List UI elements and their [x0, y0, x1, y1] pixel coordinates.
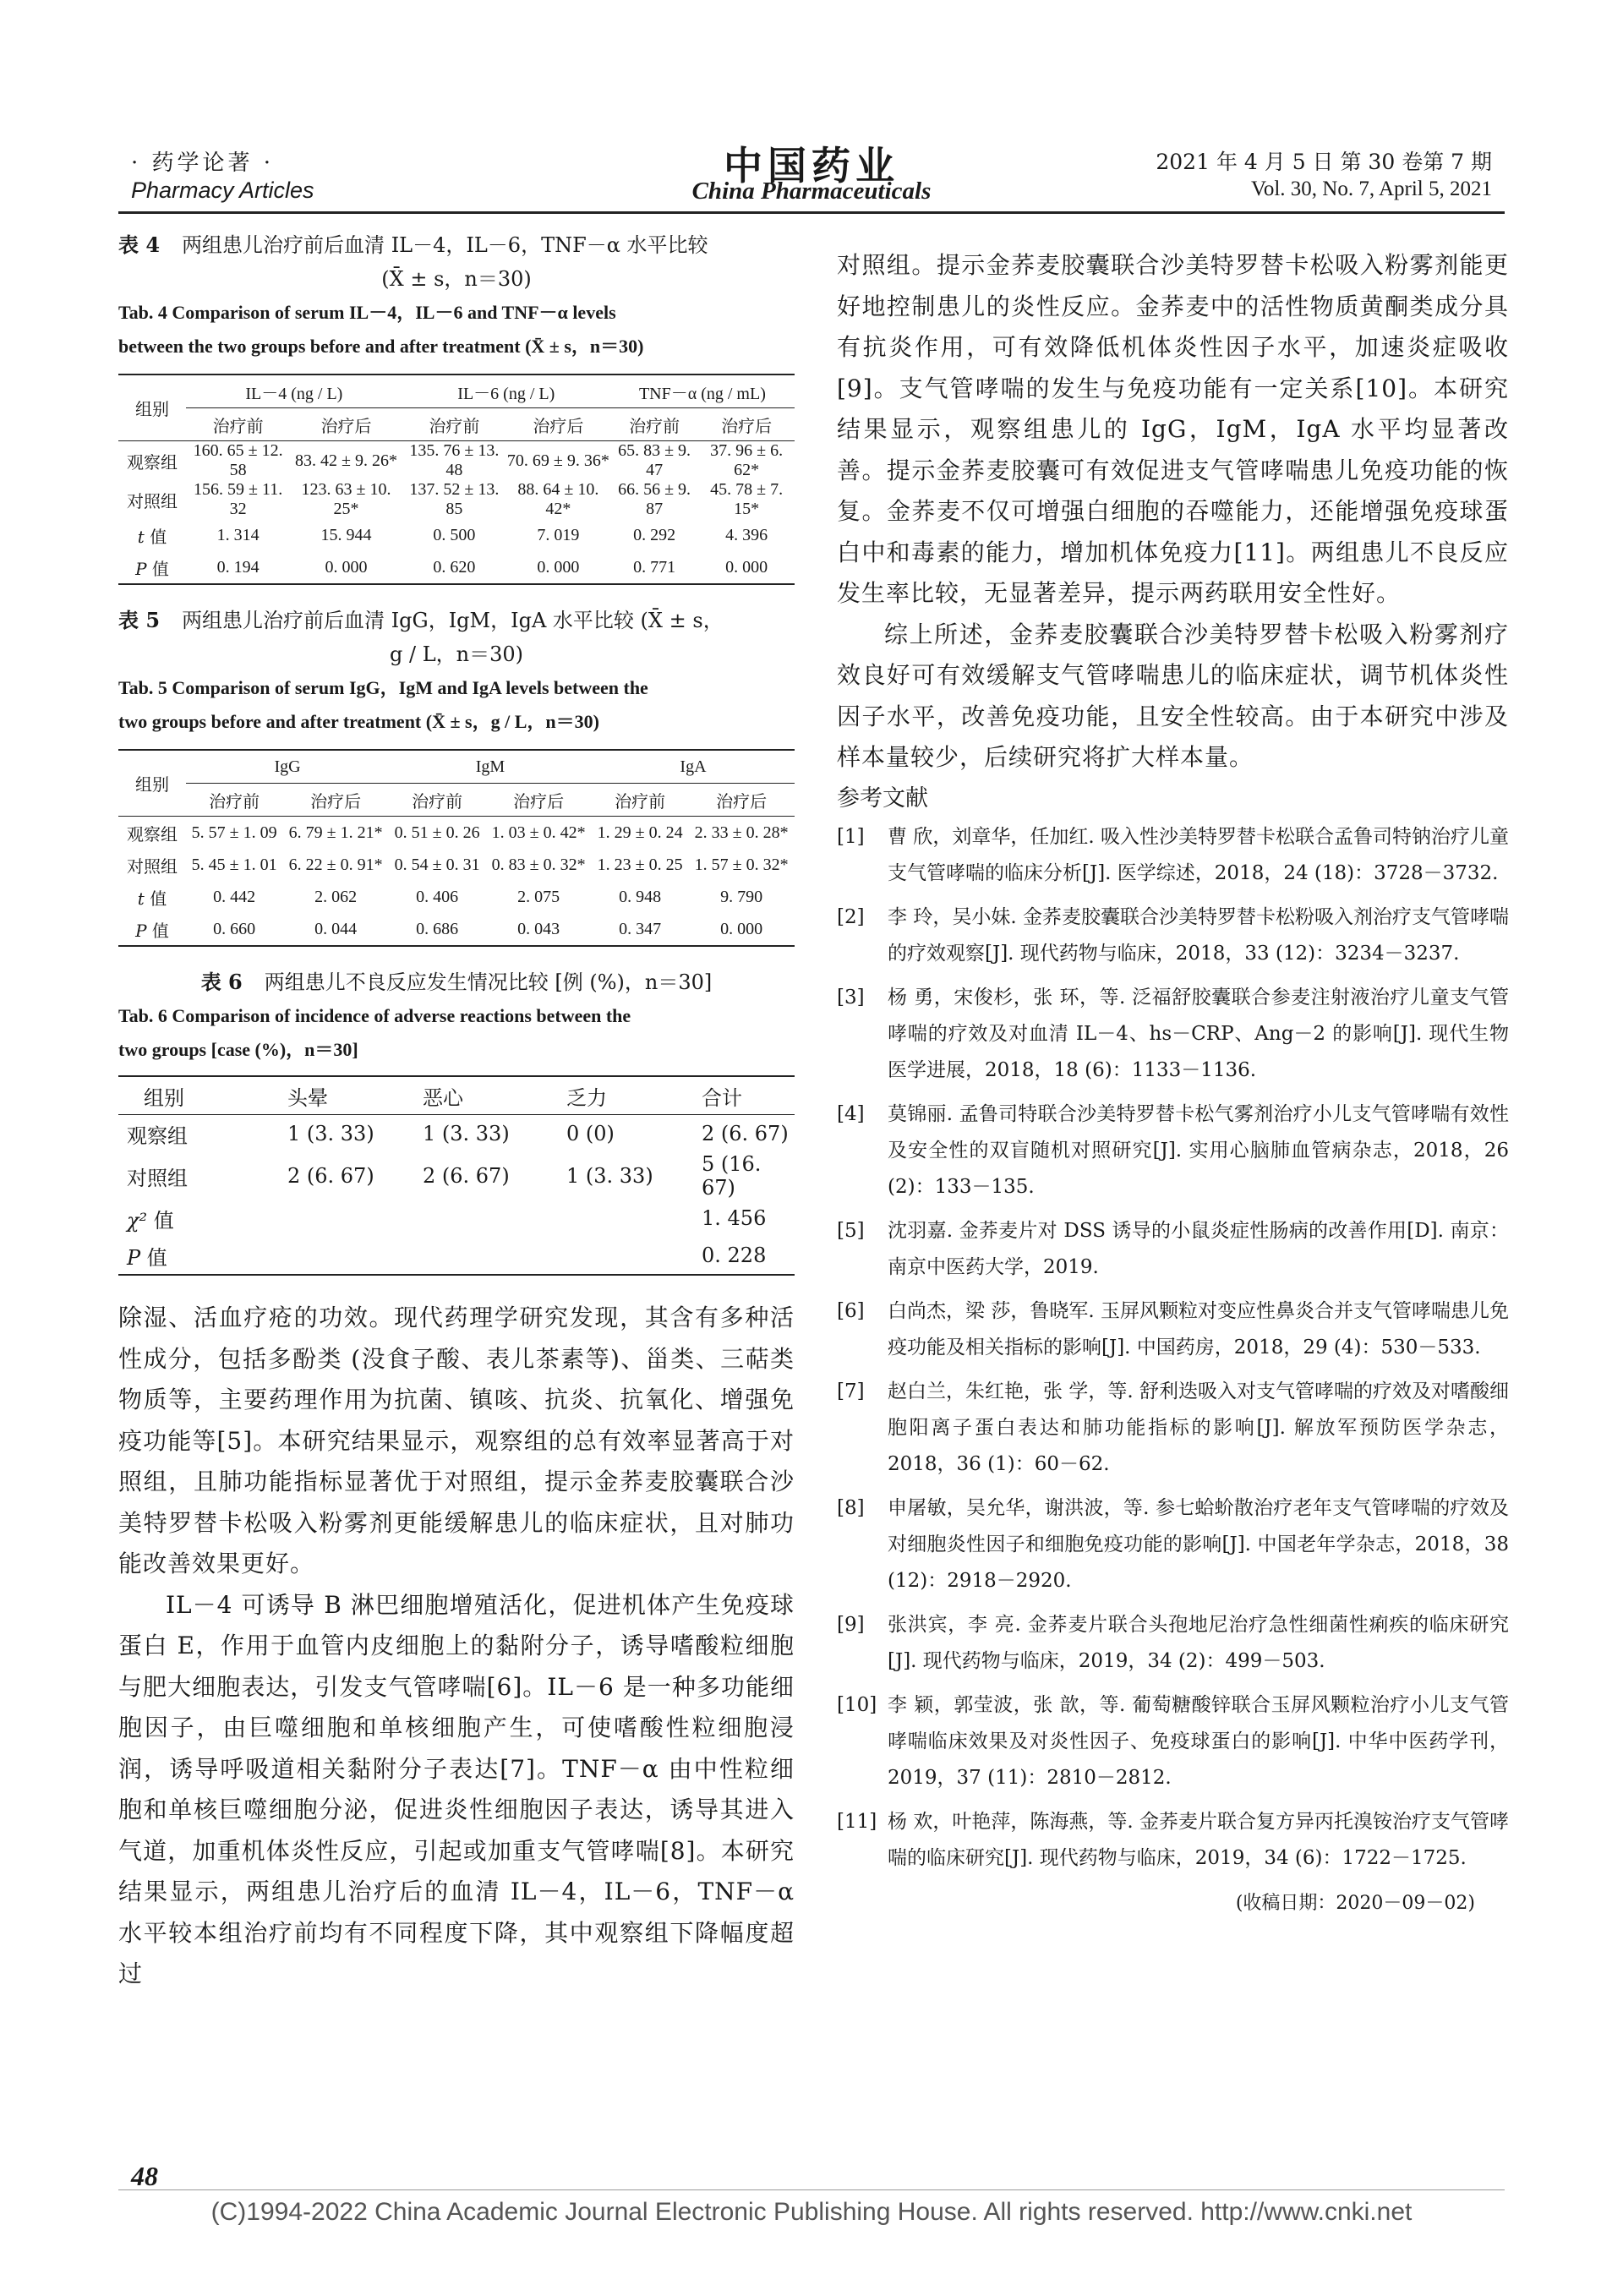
- reference-text: 沈羽嘉. 金荞麦片对 DSS 诱导的小鼠炎症性肠病的改善作用[D]. 南京：南京中医药大学，2019.: [888, 1219, 1509, 1278]
- reference-text: 莫锦丽. 孟鲁司特联合沙美特罗替卡松气雾剂治疗小儿支气管哮喘有效性及安全性的双盲随机对照研究[J]. 实用心脑肺血管病杂志，2018，26 (2)：133－135.: [888, 1102, 1509, 1198]
- table6-cell: [287, 1200, 423, 1237]
- stat-suffix: 值: [146, 558, 169, 579]
- footer-rule: [118, 2189, 1505, 2190]
- table6-title-cn: 两组患儿不良反应发生情况比较 [例 (%)，n＝30]: [264, 970, 713, 994]
- table4-cell: 0. 194: [186, 551, 290, 584]
- reference-number: [1]: [837, 825, 865, 848]
- table5-header-group: 组别: [118, 750, 186, 817]
- stat-symbol: t: [137, 526, 145, 547]
- table6-header: 合计: [702, 1076, 795, 1115]
- copyright-footer: (C)1994-2022 China Academic Journal Electronic Publishing House. All rights reserved. http://www.cnki.net: [210, 2198, 1413, 2226]
- reference-text: 杨 欢，叶艳萍，陈海燕，等. 金荞麦片联合复方异丙托溴铵治疗支气管哮喘的临床研究[J]. 现代药物与临床，2019，34 (6)：1722－1725.: [888, 1810, 1509, 1869]
- table-row: [118, 551, 795, 584]
- table5-cell: 0. 044: [282, 913, 389, 946]
- table5-sub: 治疗前: [592, 784, 688, 817]
- table5-cell: 0. 660: [186, 913, 282, 946]
- issue-date-cn: 2021 年 4 月 5 日 第 30 卷第 7 期: [1156, 150, 1492, 174]
- reference-text: 李 颖，郭莹波，张 歆，等. 葡萄糖酸锌联合玉屏风颗粒治疗小儿支气管哮喘临床效果及对炎性因子、免疫球蛋白的影响[J]. 中华中医药学刊，2019，37 (11)：2810－2812.: [888, 1693, 1509, 1789]
- table6-cell: 2 (6. 67): [423, 1164, 510, 1188]
- table-row: [118, 881, 795, 913]
- table4: [118, 374, 795, 585]
- reference-text: 杨 勇，宋俊杉，张 环，等. 泛福舒胶囊联合参麦注射液治疗儿童支气管哮喘的疗效及对血清 IL－4、hs－CRP、Ang－2 的影响[J]. 现代生物医学进展，2018，18 (6)：1133－1136.: [888, 986, 1509, 1081]
- table5-cell: 1. 03 ± 0. 42*: [491, 823, 586, 842]
- reference-number: [7]: [837, 1380, 865, 1402]
- section-label-cn: · 药学论著 ·: [131, 150, 275, 176]
- table5-sub: 治疗前: [186, 784, 282, 817]
- table6-header: 组别: [118, 1076, 287, 1115]
- table4-cell: 0. 000: [698, 551, 795, 584]
- table4-cell: 135. 76 ± 13. 48: [409, 441, 500, 479]
- table6-cell: 0. 228: [702, 1237, 795, 1275]
- reference-number: [9]: [837, 1613, 865, 1636]
- table6-header: 头晕: [287, 1076, 423, 1115]
- table6-cell: [566, 1200, 702, 1237]
- table-row: [118, 441, 795, 481]
- table4-header-tnf: TNF－α (ng / mL): [610, 374, 795, 408]
- table5-cell: 0. 83 ± 0. 32*: [491, 855, 586, 874]
- table5-cell: 0. 54 ± 0. 31: [394, 855, 480, 874]
- table4-cell: 0. 771: [610, 551, 698, 584]
- table5-cell: 0. 347: [592, 913, 688, 946]
- stat-symbol: t: [137, 888, 145, 909]
- table5-cell: 1. 57 ± 0. 32*: [694, 855, 789, 874]
- table5-cell: 2. 062: [314, 887, 358, 906]
- reference-text: 张洪宾，李 亮. 金荞麦片联合头孢地尼治疗急性细菌性痢疾的临床研究[J]. 现代药物与临床，2019，34 (2)：499－503.: [888, 1613, 1509, 1672]
- table6-title-en-2: two groups [case (%)，n＝30]: [118, 1039, 358, 1060]
- table6-row-label: 对照组: [127, 1166, 188, 1190]
- table-row: [118, 1115, 795, 1153]
- reference-item: [837, 1687, 1509, 1796]
- journal-title-cn: 中国药业: [724, 143, 899, 189]
- table6-row-label: 观察组: [127, 1123, 188, 1148]
- table5-title-en-1: Tab. 5 Comparison of serum IgG，IgM and IgA levels between the: [118, 677, 648, 698]
- reference-number: [2]: [837, 905, 865, 928]
- table4-row-label: [118, 519, 186, 551]
- stat-suffix: 值: [147, 1208, 174, 1233]
- reference-item: [837, 1374, 1509, 1483]
- table5-cell: 0. 043: [485, 913, 592, 946]
- table4-cell: 137. 52 ± 13. 85: [409, 480, 500, 518]
- table4-cell: 88. 64 ± 10. 42*: [517, 480, 599, 518]
- table6-cell: 2 (6. 67): [287, 1164, 374, 1188]
- table4-title-en-1: Tab. 4 Comparison of serum IL－4，IL－6 and TNF－α levels: [118, 302, 616, 323]
- reference-text: 曹 欣，刘章华，任加红. 吸入性沙美特罗替卡松联合孟鲁司特钠治疗儿童支气管哮喘的临床分析[J]. 医学综述，2018，24 (18)：3728－3732.: [888, 825, 1509, 884]
- table4-label: 表 4: [118, 232, 161, 257]
- table5-sub: 治疗前: [389, 784, 485, 817]
- table4-sub: 治疗前: [402, 408, 506, 441]
- table5-cell: 6. 22 ± 0. 91*: [288, 855, 383, 874]
- table4-header-il6: IL－6 (ng / L): [402, 374, 610, 408]
- table5-label: 表 5: [118, 608, 161, 632]
- stat-suffix: 值: [146, 920, 169, 941]
- table-row: [118, 817, 795, 850]
- table6-title-en-1: Tab. 6 Comparison of incidence of adverse reactions between the: [118, 1005, 631, 1026]
- table4-cell: 7. 019: [537, 525, 580, 544]
- table-row: [118, 480, 795, 519]
- table4-cell: 45. 78 ± 7. 15*: [710, 480, 784, 518]
- table5-cell: 5. 45 ± 1. 01: [191, 855, 277, 874]
- table4-row-label: 观察组: [127, 451, 178, 473]
- table4-sub: 治疗后: [698, 408, 795, 441]
- table6-cell: [566, 1237, 702, 1275]
- table-row: [118, 1152, 795, 1200]
- table5-cell: 0. 948: [619, 887, 662, 906]
- page-number: 48: [131, 2161, 158, 2191]
- body-paragraph-right-2: 综上所述，金荞麦胶囊联合沙美特罗替卡松吸入粉雾剂疗效良好可有效缓解支气管哮喘患儿的临床症状，调节机体炎性因子水平，改善免疫功能，且安全性较高。由于本研究中涉及样本量较少，后续研究将扩大样本量。: [837, 620, 1509, 771]
- table6-cell: 5 (16. 67): [702, 1152, 762, 1200]
- table5-cell: 6. 79 ± 1. 21*: [288, 823, 383, 842]
- reference-number: [5]: [837, 1219, 865, 1242]
- stat-suffix: 值: [144, 888, 167, 909]
- table-row: [118, 1237, 795, 1275]
- table4-sub: 治疗后: [290, 408, 402, 441]
- table4-sub: 治疗前: [186, 408, 290, 441]
- table5-cell: 2. 075: [517, 887, 560, 906]
- table6-cell: 1. 456: [702, 1206, 767, 1230]
- table6-cell: [423, 1200, 566, 1237]
- body-paragraph-left-2: IL－4 可诱导 B 淋巴细胞增殖活化，促进机体产生免疫球蛋白 E，作用于血管内皮细胞上的黏附分子，诱导嗜酸粒细胞与肥大细胞表达，引发支气管哮喘[6]。IL－6 是一种多功能细胞因子，由巨噬细胞和单核细胞产生，可使嗜酸性粒细胞浸润，诱导呼吸道相关黏附分子表达[7]。TNF－α 由中性粒细胞和单核巨噬细胞分泌，促进炎性细胞因子表达，诱导其进入气道，加重机体炎性反应，引起或加重支气管哮喘[8]。本研究结果显示，两组患儿治疗后的血清 IL－4，IL－6，TNF－α 水平较本组治疗前均有不同程度下降，其中观察组下降幅度超过: [118, 1590, 795, 1987]
- table4-cell: 66. 56 ± 9. 87: [618, 480, 691, 518]
- table4-title-en-2: between the two groups before and after treatment (X̄ ± s，n＝30): [118, 336, 644, 357]
- table4-cell: 0. 620: [402, 551, 506, 584]
- table5-caption: [118, 604, 795, 739]
- table5-title-en-2: two groups before and after treatment (X̄ ± s，g / L，n＝30): [118, 711, 599, 732]
- table4-cell: 0. 000: [290, 551, 402, 584]
- table5-header-iga: IgA: [592, 750, 795, 784]
- table5-row-label: [118, 913, 186, 946]
- reference-item: [837, 1213, 1509, 1286]
- table6-cell: [423, 1237, 566, 1275]
- table4-cell: 83. 42 ± 9. 26*: [295, 451, 397, 470]
- table4-cell: 4. 396: [725, 525, 768, 544]
- table5-row-label: [118, 881, 186, 913]
- stat-suffix: 值: [140, 1245, 167, 1270]
- table6-cell: [287, 1237, 423, 1275]
- page-header: [0, 0, 1623, 211]
- table4-header-il4: IL－4 (ng / L): [186, 374, 402, 408]
- reference-item: [837, 1096, 1509, 1205]
- table6-header: 乏力: [566, 1076, 702, 1115]
- table4-caption: [118, 228, 795, 364]
- stat-symbol: P: [135, 920, 147, 941]
- table4-cell: 1. 314: [216, 525, 260, 544]
- reference-text: 李 玲，吴小妹. 金荞麦胶囊联合沙美特罗替卡松粉吸入剂治疗支气管哮喘的疗效观察[J]. 现代药物与临床，2018，33 (12)：3234－3237.: [888, 905, 1509, 965]
- reference-item: [837, 899, 1509, 972]
- table-row: [118, 849, 795, 881]
- table4-cell: 15. 944: [320, 525, 372, 544]
- section-label-en: Pharmacy Articles: [131, 178, 314, 203]
- table-row: [118, 913, 795, 946]
- table5-cell: 1. 29 ± 0. 24: [597, 823, 683, 842]
- table4-cell: 65. 83 ± 9. 47: [618, 441, 691, 479]
- table4-header-group: 组别: [118, 374, 186, 441]
- stat-suffix: 值: [144, 526, 167, 547]
- table-row: [118, 1200, 795, 1237]
- reference-text: 白尚杰，梁 莎，鲁晓军. 玉屏风颗粒对变应性鼻炎合并支气管哮喘患儿免疫功能及相关指标的影响[J]. 中国药房，2018，29 (4)：530－533.: [888, 1299, 1509, 1358]
- table4-cell: 156. 59 ± 11. 32: [194, 480, 283, 518]
- table5-sub: 治疗后: [282, 784, 389, 817]
- table4-cell: 70. 69 ± 9. 36*: [506, 451, 609, 470]
- table4-sub: 治疗后: [506, 408, 610, 441]
- table-row: [118, 519, 795, 551]
- stat-symbol: P: [127, 1245, 141, 1270]
- table6-caption: [118, 965, 795, 1067]
- table6-cell: 0 (0): [566, 1122, 615, 1145]
- table5: [118, 749, 795, 947]
- reference-number: [8]: [837, 1496, 865, 1519]
- table6-header: 恶心: [423, 1076, 566, 1115]
- table5-cell: 0. 406: [416, 887, 459, 906]
- references-title: 参考文献: [837, 784, 928, 812]
- table5-title-cn-2: g / L，n＝30): [389, 642, 523, 666]
- reference-item: [837, 1607, 1509, 1680]
- body-paragraph-left-1: 除湿、活血疗疮的功效。现代药理学研究发现，其含有多种活性成分，包括多酚类 (没食子酸、表儿茶素等)、甾类、三萜类物质等，主要药理作用为抗菌、镇咳、抗炎、抗氧化、增强免疫功能等[5]。本研究结果显示，观察组的总有效率显著高于对照组，且肺功能指标显著优于对照组，提示金荞麦胶囊联合沙美特罗替卡松吸入粉雾剂更能缓解患儿的临床症状，且对肺功能改善效果更好。: [118, 1304, 795, 1577]
- table6-row-label: [118, 1200, 287, 1237]
- table4-title-cn-2: (X̄ ± s，n＝30): [381, 267, 532, 291]
- table4-cell: 0. 000: [506, 551, 610, 584]
- body-paragraph-right-1: 对照组。提示金荞麦胶囊联合沙美特罗替卡松吸入粉雾剂能更好地控制患儿的炎性反应。金荞麦中的活性物质黄酮类成分具有抗炎作用，可有效降低机体炎性因子水平，加速炎症吸收[9]。支气管哮喘的发生与免疫功能有一定关系[10]。本研究结果显示，观察组患儿的 IgG，IgM，IgA 水平均显著改善。提示金荞麦胶囊可有效促进支气管哮喘患儿免疫功能的恢复。金荞麦不仅可增强白细胞的吞噬能力，还能增强免疫球蛋白中和毒素的能力，增加机体免疫力[11]。两组患儿不良反应发生率比较，无显著差异，提示两药联用安全性好。: [837, 251, 1509, 607]
- table5-header-igm: IgM: [389, 750, 592, 784]
- table5-cell: 5. 57 ± 1. 09: [191, 823, 277, 842]
- stat-symbol: χ²: [127, 1208, 148, 1233]
- reference-number: [11]: [837, 1810, 877, 1833]
- table5-sub: 治疗后: [485, 784, 592, 817]
- table5-row-label: 观察组: [127, 823, 178, 845]
- header-rule: [118, 211, 1505, 214]
- received-date: (收稿日期：2020－09－02): [1235, 1892, 1475, 1914]
- reference-text: 赵白兰，朱红艳，张 学，等. 舒利迭吸入对支气管哮喘的疗效及对嗜酸细胞阳离子蛋白表达和肺功能指标的影响[J]. 解放军预防医学杂志，2018，36 (1)：60－62.: [888, 1380, 1509, 1475]
- table4-row-label: 对照组: [127, 490, 178, 511]
- table4-row-label: [118, 551, 186, 584]
- reference-item: [837, 819, 1509, 892]
- table5-header-igg: IgG: [186, 750, 389, 784]
- reference-number: [4]: [837, 1102, 865, 1125]
- table6-row-label: [118, 1237, 287, 1275]
- table6-cell: 1 (3. 33): [287, 1122, 374, 1145]
- table4-sub: 治疗前: [610, 408, 698, 441]
- table6-cell: 2 (6. 67): [702, 1122, 789, 1145]
- reference-number: [3]: [837, 986, 865, 1009]
- table5-cell: 2. 33 ± 0. 28*: [694, 823, 789, 842]
- table5-cell: 0. 442: [213, 887, 256, 906]
- table6-cell: 1 (3. 33): [566, 1164, 653, 1188]
- reference-number: [10]: [837, 1693, 877, 1716]
- table5-title-cn-1: 两组患儿治疗前后血清 IgG，IgM，IgA 水平比较 (X̄ ± s，: [182, 609, 724, 632]
- table5-sub: 治疗后: [688, 784, 795, 817]
- table5-row-label: 对照组: [127, 856, 178, 877]
- table6: [118, 1075, 795, 1276]
- table4-cell: 0. 292: [633, 525, 676, 544]
- reference-text: 申屠敏，吴允华，谢洪波，等. 参七蛤蚧散治疗老年支气管哮喘的疗效及对细胞炎性因子和细胞免疫功能的影响[J]. 中国老年学杂志，2018，38 (12)：2918－2920.: [888, 1496, 1509, 1592]
- issue-date-en: Vol. 30, No. 7, April 5, 2021: [1251, 178, 1492, 200]
- table5-cell: 0. 686: [389, 913, 485, 946]
- reference-item: [837, 1490, 1509, 1599]
- right-column: [837, 245, 1509, 1915]
- reference-item: [837, 980, 1509, 1089]
- reference-list: [837, 819, 1509, 1877]
- table5-cell: 9. 790: [720, 887, 763, 906]
- stat-symbol: P: [135, 558, 147, 579]
- table6-cell: 1 (3. 33): [423, 1122, 510, 1145]
- table5-cell: 0. 51 ± 0. 26: [394, 823, 480, 842]
- table5-cell: 0. 000: [688, 913, 795, 946]
- table4-cell: 123. 63 ± 10. 25*: [301, 480, 391, 518]
- left-column: [118, 228, 795, 1995]
- journal-title-en: China Pharmaceuticals: [691, 178, 932, 205]
- table4-title-cn-1: 两组患儿治疗前后血清 IL－4，IL－6，TNF－α 水平比较: [182, 233, 708, 257]
- table5-cell: 1. 23 ± 0. 25: [597, 855, 683, 874]
- reference-item: [837, 1804, 1509, 1877]
- table6-label: 表 6: [200, 970, 243, 994]
- reference-number: [6]: [837, 1299, 865, 1322]
- table4-cell: 160. 65 ± 12. 58: [193, 441, 283, 479]
- table4-cell: 37. 96 ± 6. 62*: [710, 441, 784, 479]
- reference-item: [837, 1293, 1509, 1366]
- table4-cell: 0. 500: [433, 525, 476, 544]
